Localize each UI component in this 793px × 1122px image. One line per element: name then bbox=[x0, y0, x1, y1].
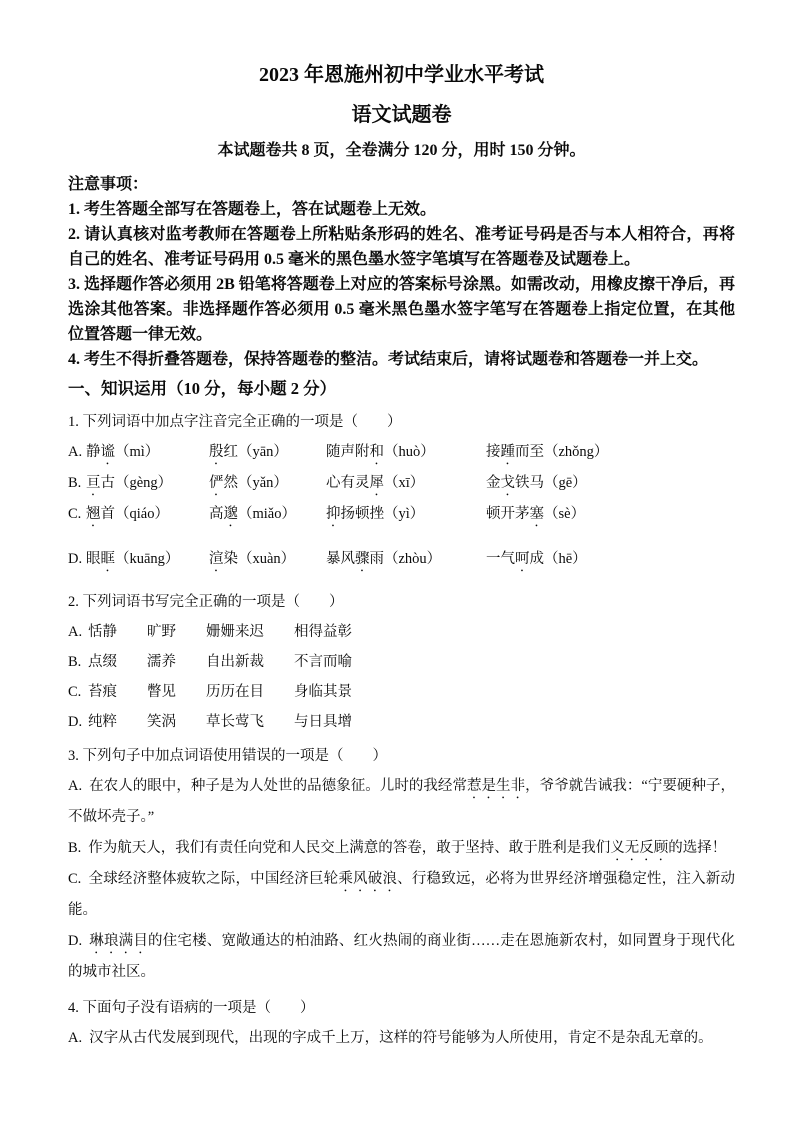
vocab-word: 与日具增 bbox=[294, 714, 352, 730]
vocab-term bbox=[326, 468, 486, 499]
term-pinyin: 染（xuàn） bbox=[223, 551, 296, 567]
vocab-term bbox=[209, 499, 326, 530]
section-1-heading: 一、知识运用（10 分，每小题 2 分） bbox=[68, 379, 337, 398]
vocab-word: 恬静 bbox=[88, 624, 117, 640]
vocab-term bbox=[209, 544, 326, 575]
vocab-term bbox=[86, 437, 209, 468]
vocab-word: 自出新裁 bbox=[206, 654, 264, 670]
term-pinyin: 古（gèng） bbox=[100, 475, 173, 491]
vocab-term bbox=[486, 468, 587, 499]
exam-subtitle: 语文试题卷 bbox=[351, 104, 452, 126]
sentence-text: ，爷爷就告诫我：“宁要硬种子，不做坏壳子。” bbox=[68, 778, 736, 825]
term-pinyin: 扬顿挫（yì） bbox=[340, 506, 425, 522]
dotted-char: 塞 bbox=[529, 506, 544, 522]
option-label: C. bbox=[68, 871, 82, 887]
term-text: 一气 bbox=[486, 551, 515, 567]
dotted-char: 踵 bbox=[500, 444, 515, 460]
vocab-word: 身临其景 bbox=[294, 684, 352, 700]
notice-item-3: 3. 选择题作答必须用 2B 铅笔将答题卷上对应的答案标号涂黑。如需改动，用橡皮擦干净后，再选涂其他答案。非选择题作答必须用 0.5 毫米黑色墨水签字笔写在答题卷上指定位置，在其他位置答题一律无效。 bbox=[68, 276, 735, 343]
q2-option-a bbox=[68, 617, 735, 647]
vocab-word: 纯粹 bbox=[88, 714, 117, 730]
vocab-word: 相得益彰 bbox=[294, 624, 352, 640]
vocab-term bbox=[86, 468, 209, 499]
dotted-char: 犀 bbox=[369, 475, 384, 491]
option-label: B. bbox=[68, 654, 82, 670]
vocab-word: 不言而喻 bbox=[294, 654, 352, 670]
term-text: 静 bbox=[86, 444, 101, 460]
option-label: A. bbox=[68, 778, 83, 794]
vocab-term bbox=[486, 499, 585, 530]
term-pinyin: 首（qiáo） bbox=[100, 506, 169, 522]
vocab-term bbox=[209, 468, 326, 499]
exam-title: 2023 年恩施州初中学业水平考试 bbox=[259, 64, 544, 86]
vocab-term bbox=[486, 437, 608, 468]
term-text: 金 bbox=[486, 475, 501, 491]
term-pinyin: 然（yǎn） bbox=[223, 475, 288, 491]
term-pinyin: （miǎo） bbox=[238, 506, 296, 522]
term-pinyin: （huò） bbox=[384, 444, 435, 460]
term-pinyin: （xī） bbox=[384, 475, 425, 491]
q1-option-d bbox=[68, 544, 735, 575]
q2-option-c bbox=[68, 677, 735, 707]
term-pinyin: 而至（zhǒng） bbox=[515, 444, 609, 460]
q4-stem: 4. 下面句子没有语病的一项是（ ） bbox=[68, 1000, 315, 1016]
option-label: C. bbox=[68, 506, 82, 522]
dotted-phrase: 琳琅满目 bbox=[89, 933, 149, 949]
dotted-char: 骤 bbox=[355, 551, 370, 567]
sentence-text: 、行稳致远，必将为世界经济增强稳定性，注入新动能。 bbox=[68, 871, 736, 918]
q1-option-c bbox=[68, 499, 735, 530]
sentence-text: 汉字从古代发展到现代，出现的字成千上万，这样的符号能够为人所使用，肯定不是杂乱无章的。 bbox=[89, 1030, 713, 1046]
option-label: C. bbox=[68, 684, 82, 700]
dotted-char: 抑 bbox=[326, 506, 341, 522]
term-pinyin: 红（yān） bbox=[223, 444, 288, 460]
notice-item-1: 1. 考生答题全部写在答题卷上，答在试题卷上无效。 bbox=[68, 201, 437, 218]
vocab-word: 历历在目 bbox=[206, 684, 264, 700]
term-text: 接 bbox=[486, 444, 501, 460]
term-pinyin: （sè） bbox=[544, 506, 586, 522]
q3-option-c bbox=[68, 864, 735, 926]
dotted-char: 和 bbox=[369, 444, 384, 460]
dotted-phrase: 乘风破浪 bbox=[338, 871, 398, 887]
dotted-char: 渲 bbox=[209, 551, 224, 567]
option-label: B. bbox=[68, 840, 82, 856]
vocab-term bbox=[486, 544, 587, 575]
term-text: 随声附 bbox=[326, 444, 370, 460]
dotted-char: 戈 bbox=[500, 475, 515, 491]
term-pinyin: （mì） bbox=[115, 444, 160, 460]
notice-heading: 注意事项： bbox=[68, 176, 149, 193]
term-pinyin: 铁马（gē） bbox=[515, 475, 587, 491]
q1-option-b bbox=[68, 468, 735, 499]
term-text: 暴风 bbox=[326, 551, 355, 567]
dotted-char: 俨 bbox=[209, 475, 224, 491]
vocab-word: 笑涡 bbox=[147, 714, 176, 730]
dotted-phrase: 惹是生非 bbox=[466, 778, 526, 794]
term-text: 高 bbox=[209, 506, 224, 522]
notice-item-4: 4. 考生不得折叠答题卷，保持答题卷的整洁。考试结束后，请将试题卷和答题卷一并上交。 bbox=[68, 351, 709, 368]
vocab-word: 濡养 bbox=[147, 654, 176, 670]
vocab-word: 点缀 bbox=[88, 654, 117, 670]
dotted-phrase: 义无反顾 bbox=[610, 840, 669, 856]
option-label: D. bbox=[68, 714, 83, 730]
sentence-text: 全球经济整体疲软之际，中国经济巨轮 bbox=[88, 871, 339, 887]
notice-item-2: 2. 请认真核对监考教师在答题卷上所粘贴条形码的姓名、准考证号码是否与本人相符合，再将自己的姓名、准考证号码用 0.5 毫米的黑色墨水签字笔填写在答题卷及试题卷上。 bbox=[68, 226, 735, 268]
sentence-text: 的住宅楼、宽敞通达的柏油路、红火热闹的商业街……走在恩施新农村，如同置身于现代化的城市社区。 bbox=[68, 933, 736, 980]
q1-option-a bbox=[68, 437, 735, 468]
term-pinyin: （kuāng） bbox=[115, 551, 180, 567]
sentence-text: 在农人的眼中，种子是为人处世的品德象征。儿时的我经常 bbox=[89, 778, 467, 794]
vocab-word: 苔痕 bbox=[88, 684, 117, 700]
vocab-word: 瞥见 bbox=[147, 684, 176, 700]
dotted-char: 呵 bbox=[515, 551, 530, 567]
option-label: A. bbox=[68, 444, 83, 460]
dotted-char: 翘 bbox=[86, 506, 101, 522]
dotted-char: 邈 bbox=[223, 506, 238, 522]
option-label: D. bbox=[68, 933, 83, 949]
option-label: A. bbox=[68, 1030, 83, 1046]
option-label: B. bbox=[68, 475, 82, 491]
term-pinyin: 雨（zhòu） bbox=[369, 551, 442, 567]
q2-option-d bbox=[68, 707, 735, 737]
vocab-term bbox=[326, 499, 486, 530]
q3-stem: 3. 下列句子中加点词语使用错误的一项是（ ） bbox=[68, 748, 387, 764]
dotted-char: 殷 bbox=[209, 444, 224, 460]
sentence-text: 作为航天人，我们有责任向党和人民交上满意的答卷，敢于坚持、敢于胜利是我们 bbox=[88, 840, 611, 856]
exam-meta-line: 本试题卷共 8 页，全卷满分 120 分，用时 150 分钟。 bbox=[217, 142, 586, 159]
term-text: 眼 bbox=[86, 551, 101, 567]
q1-stem: 1. 下列词语中加点字注音完全正确的一项是（ ） bbox=[68, 414, 402, 430]
dotted-char: 谧 bbox=[100, 444, 115, 460]
vocab-term bbox=[86, 499, 209, 530]
vocab-word: 旷野 bbox=[147, 624, 176, 640]
vocab-term bbox=[86, 544, 209, 575]
dotted-char: 眶 bbox=[100, 551, 115, 567]
vocab-term bbox=[326, 437, 486, 468]
vocab-term bbox=[326, 544, 486, 575]
q2-option-b bbox=[68, 647, 735, 677]
sentence-text: 的选择！ bbox=[668, 840, 727, 856]
term-text: 顿开茅 bbox=[486, 506, 530, 522]
vocab-word: 草长莺飞 bbox=[206, 714, 264, 730]
option-label: A. bbox=[68, 624, 83, 640]
option-label: D. bbox=[68, 551, 83, 567]
term-text: 心有灵 bbox=[326, 475, 370, 491]
q2-stem: 2. 下列词语书写完全正确的一项是（ ） bbox=[68, 594, 344, 610]
q3-option-a bbox=[68, 771, 735, 833]
dotted-char: 亘 bbox=[86, 475, 101, 491]
term-pinyin: 成（hē） bbox=[529, 551, 587, 567]
vocab-term bbox=[209, 437, 326, 468]
q4-option-a bbox=[68, 1023, 735, 1054]
q3-option-b bbox=[68, 833, 735, 864]
vocab-word: 姗姗来迟 bbox=[206, 624, 264, 640]
q3-option-d bbox=[68, 926, 735, 988]
